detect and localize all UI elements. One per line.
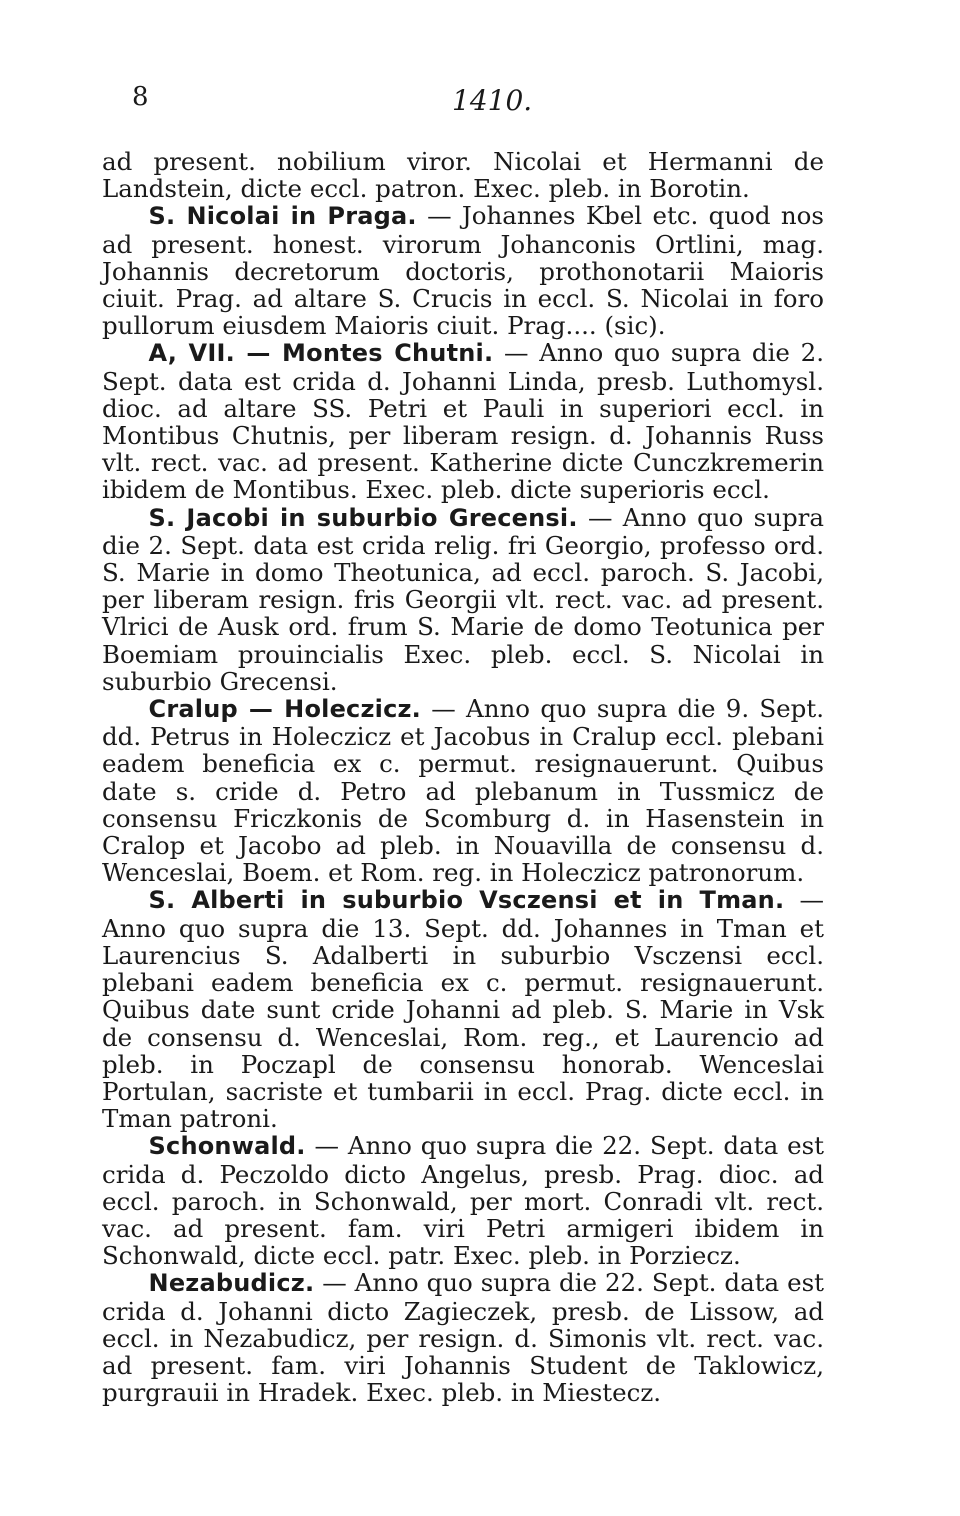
- entry-schonwald: [102, 1132, 824, 1269]
- paragraph-continuation: [102, 148, 824, 202]
- entry-heading: S. Nicolai in Praga.: [148, 202, 417, 231]
- page-header: [102, 82, 824, 122]
- document-page: [102, 82, 824, 1406]
- entry-alberti-tman: [102, 886, 824, 1132]
- running-title: 1410.: [452, 84, 533, 117]
- entry-text: — Johannes Kbel etc. quod nos ad present. honest. virorum Johanconis Ortlini, mag. Johannis decretorum doctoris, prothonotarii Maioris ciuit. Prag. ad altare S. Crucis in eccl. S. Nicolai in foro pullorum eiusdem Maioris ciuit. Prag.... (sic).: [102, 201, 824, 341]
- entry-text: — Anno quo supra die 22. Sept. data est crida d. Peczoldo dicto Angelus, presb. Prag. dioc. ad eccl. paroch. in Schonwald, per mort. Conradi vlt. rect. vac. ad present. fam. viri Petri armigeri ibidem in Schonwald, dicte eccl. patr. Exec. pleb. in Porziecz.: [102, 1131, 824, 1271]
- entry-heading: A, VII. — Montes Chutni.: [148, 339, 494, 368]
- entry-text: — Anno quo supra die 13. Sept. dd. Johannes in Tman et Laurencius S. Adalberti in suburbio Vsczensi eccl. plebani eadem beneficia ex c. permut. resignauerunt. Quibus date sunt cride Johanni ad pleb. S. Marie in Vsk de consensu d. Wenceslai, Rom. reg., et Laurencio ad pleb. in Poczapl de consensu honorab. Wenceslai Portulan, sacriste et tumbarii in eccl. Prag. dicte eccl. in Tman patroni.: [102, 885, 824, 1134]
- entry-heading: S. Alberti in suburbio Vsczensi et in Tman.: [148, 886, 785, 915]
- body-text: [102, 148, 824, 1406]
- entry-jacobi-grecensi: [102, 504, 824, 695]
- entry-nicolai-praga: [102, 202, 824, 339]
- entry-montes-chutni: [102, 339, 824, 503]
- entry-heading: Schonwald.: [148, 1132, 306, 1161]
- entry-heading: Cralup — Holeczicz.: [148, 695, 421, 724]
- entry-text: — Anno quo supra die 2. Sept. data est crida relig. fri Georgio, professo ord. S. Marie in domo Theotunica, ad eccl. paroch. S. Jacobi, per liberam resign. fris Georgii vlt. rect. vac. ad present. Vlrici de Ausk ord. frum S. Marie de domo Teotunica per Boemiam prouincialis Exec. pleb. eccl. S. Nicolai in suburbio Grecensi.: [102, 502, 824, 696]
- entry-cralup-holeczicz: [102, 695, 824, 886]
- paragraph-text: ad present. nobilium viror. Nicolai et Hermanni de Landstein, dicte eccl. patron. Exec. pleb. in Borotin.: [102, 147, 824, 204]
- page-number: 8: [132, 82, 149, 112]
- entry-nezabudicz: [102, 1269, 824, 1406]
- entry-text: — Anno quo supra die 9. Sept. dd. Petrus in Holeczicz et Jacobus in Cralup eccl. plebani eadem beneficia ex c. permut. resignauerunt. Quibus date s. cride d. Petro ad plebanum in Tussmicz de consensu Friczkonis de Scomburg d. in Hasenstein in Cralop et Jacobo ad pleb. in Nouavilla de consensu d. Wenceslai, Boem. et Rom. reg. in Holeczicz patronorum.: [102, 694, 825, 888]
- entry-text: — Anno quo supra die 22. Sept. data est crida d. Johanni dicto Zagieczek, presb. de Lissow, ad eccl. in Nezabudicz, per resign. d. Simonis vlt. rect. vac. ad present. fam. viri Johannis Student de Taklowicz, purgrauii in Hradek. Exec. pleb. in Miestecz.: [102, 1268, 824, 1408]
- entry-text: — Anno quo supra die 2. Sept. data est crida d. Johanni Linda, presb. Luthomysl. dioc. ad altare SS. Petri et Pauli in superiori eccl. in Montibus Chutnis, per liberam resign. d. Johannis Russ vlt. rect. vac. ad present. Katherine dicte Cunczkremerin ibidem de Montibus. Exec. pleb. dicte superioris eccl.: [102, 338, 824, 505]
- entry-heading: Nezabudicz.: [148, 1269, 315, 1298]
- entry-heading: S. Jacobi in suburbio Grecensi.: [148, 503, 578, 532]
